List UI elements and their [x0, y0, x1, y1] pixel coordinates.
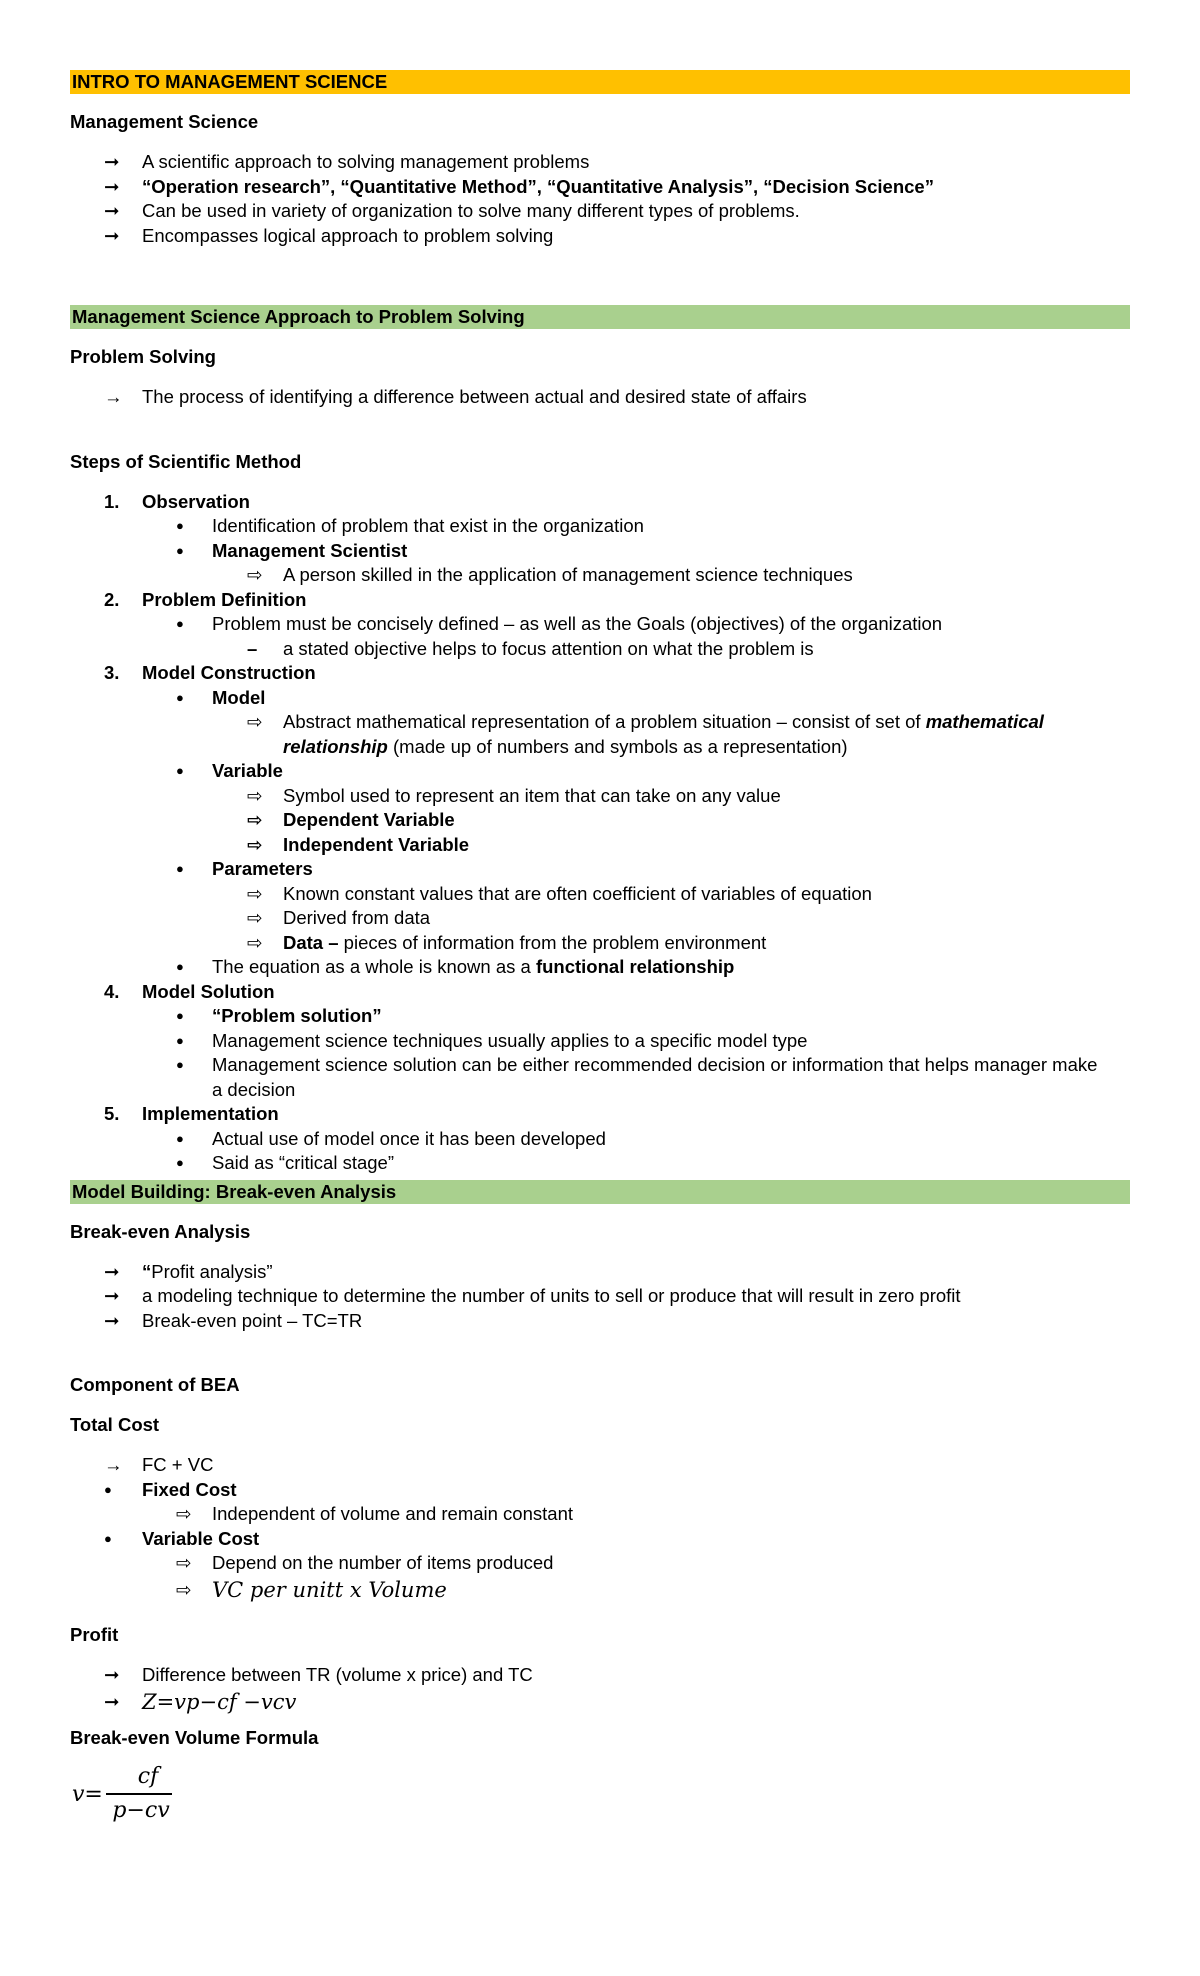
list-item: ⇨ Abstract mathematical representation of a problem situation – consist of set of mathematical relationship (made up of numbers and symbols as a representation)	[247, 711, 1044, 757]
bullet-icon: ●	[176, 689, 184, 705]
section-header-approach: Management Science Approach to Problem Solving	[70, 305, 1130, 329]
step-problem-definition: 2. Problem Definition	[104, 588, 307, 610]
hollow-arrow-icon: ⇨	[247, 907, 263, 928]
list-item: ● Management science solution can be either recommended decision or information that helps manager make a decision	[176, 1054, 1098, 1100]
list-item: ➞ Break-even point – TC=TR	[70, 1309, 1130, 1334]
list-item: ● Model	[70, 686, 1130, 711]
bullet-icon: ●	[176, 1057, 184, 1072]
list-item: ● Said as “critical stage”	[70, 1151, 1130, 1176]
break-even-volume-formula: v= cf p−cv	[70, 1764, 1130, 1828]
subheading-total-cost: Total Cost	[70, 1414, 160, 1435]
list-item: ● Management science techniques usually applies to a specific model type	[70, 1029, 1130, 1054]
subheading-break-even-analysis: Break-even Analysis	[70, 1220, 251, 1242]
arrow-thin-icon: →	[104, 386, 123, 407]
list-item: ● “Problem solution”	[70, 1004, 1130, 1029]
arrow-icon: ➞	[104, 1260, 120, 1282]
list-item: ⇨ Derived from data	[70, 906, 1130, 931]
list-break-even	[70, 1260, 1130, 1334]
bullet-icon: ●	[176, 959, 184, 974]
subheading-management-science: Management Science	[70, 111, 259, 132]
subheading-component-bea: Component of BEA	[70, 1374, 240, 1395]
list-item: – a stated objective helps to focus attention on what the problem is	[70, 637, 1130, 662]
list-item: ● The equation as a whole is known as a functional relationship	[70, 955, 1130, 980]
step-implementation: 5. Implementation	[104, 1103, 279, 1124]
subheading-problem-solving: Problem Solving	[70, 346, 216, 367]
hollow-arrow-icon: ⇨	[247, 931, 263, 953]
list-item: ➞ A scientific approach to solving management problems	[70, 150, 1130, 175]
bullet-icon: ●	[176, 518, 184, 533]
hollow-arrow-icon: ⇨	[247, 564, 263, 585]
list-item: ➞ “Profit analysis”	[70, 1260, 1130, 1285]
arrow-icon: ➞	[104, 1309, 120, 1331]
bullet-icon: ●	[176, 1008, 184, 1023]
list-item: ➞ Difference between TR (volume x price) and TC	[70, 1663, 1130, 1688]
subheading-steps: Steps of Scientific Method	[70, 450, 302, 472]
bullet-icon: ●	[176, 616, 184, 631]
bullet-icon: ●	[104, 1481, 112, 1497]
hollow-arrow-icon: ⇨	[176, 1552, 192, 1573]
list-total-cost	[70, 1453, 1130, 1605]
hollow-arrow-icon: ⇨	[247, 711, 263, 732]
hollow-arrow-icon: ⇨	[176, 1578, 192, 1600]
arrow-icon: ➞	[104, 1285, 120, 1306]
arrow-icon: ➞	[104, 224, 120, 246]
hollow-arrow-icon: ⇨	[247, 882, 263, 904]
bullet-icon: ●	[176, 1130, 184, 1146]
step-model-construction: 3. Model Construction	[104, 662, 316, 683]
list-item: ⇨ Independent of volume and remain constant	[70, 1502, 1130, 1527]
bullet-icon: ●	[176, 763, 184, 778]
list-item: ⇨ A person skilled in the application of management science techniques	[70, 563, 1130, 588]
list-item: ⇨ Depend on the number of items produced	[70, 1551, 1130, 1576]
arrow-thin-icon: →	[104, 1454, 123, 1475]
hollow-arrow-icon: ⇨	[247, 833, 263, 855]
list-item: ⇨ VC per unitt x Volume	[176, 1577, 447, 1602]
list-item: ⇨ Known constant values that are often coefficient of variables of equation	[70, 882, 1130, 907]
subheading-profit: Profit	[70, 1623, 119, 1645]
document-page	[70, 70, 1130, 1828]
arrow-icon: ➞	[104, 151, 120, 172]
list-item: ➞ a modeling technique to determine the number of units to sell or produce that will result in zero profit	[70, 1284, 1130, 1309]
step-model-solution: 4. Model Solution	[104, 980, 275, 1002]
bullet-icon: ●	[176, 1032, 184, 1048]
list-item: ● Variable	[70, 759, 1130, 784]
list-item: ⇨ Dependent Variable	[70, 808, 1130, 833]
section-header-break-even: Model Building: Break-even Analysis	[70, 1180, 1130, 1204]
list-management-science	[70, 150, 1130, 248]
subheading-break-even-volume: Break-even Volume Formula	[70, 1727, 319, 1748]
list-item: ⇨ Symbol used to represent an item that can take on any value	[70, 784, 1130, 809]
list-item: ● Management Scientist	[70, 539, 1130, 564]
section-header-intro: INTRO TO MANAGEMENT SCIENCE	[70, 70, 1130, 94]
list-item: ● Identification of problem that exist in the organization	[70, 514, 1130, 539]
bullet-icon: ●	[104, 1530, 112, 1546]
list-item: ● Problem must be concisely defined – as well as the Goals (objectives) of the organization	[70, 612, 1130, 637]
list-item: ➞ “Operation research”, “Quantitative Method”, “Quantitative Analysis”, “Decision Science”	[70, 175, 1130, 200]
list-item: ⇨ Data – pieces of information from the problem environment	[70, 931, 1130, 956]
list-item: ➞ Z=vp−cf −vcv	[70, 1687, 1130, 1718]
steps-list	[70, 490, 1130, 1176]
arrow-icon: ➞	[104, 175, 120, 197]
arrow-icon: ➞	[104, 1663, 120, 1685]
list-item: ➞ Can be used in variety of organization to solve many different types of problems.	[70, 199, 1130, 224]
fraction-bar	[106, 1793, 172, 1795]
list-item: ● Variable Cost	[70, 1527, 1130, 1552]
step-observation: 1. Observation	[104, 490, 250, 512]
hollow-arrow-icon: ⇨	[247, 784, 263, 806]
bullet-icon: ●	[176, 861, 184, 876]
hollow-arrow-icon: ⇨	[247, 809, 263, 830]
list-item: ● Fixed Cost	[70, 1478, 1130, 1503]
list-profit	[70, 1663, 1130, 1719]
arrow-icon: ➞	[104, 200, 120, 221]
arrow-icon: ➞	[104, 1691, 120, 1712]
list-item: ➞ Encompasses logical approach to problem solving	[70, 224, 1130, 249]
dash-marker: –	[247, 637, 258, 659]
list-item: ⇨ Independent Variable	[70, 833, 1130, 858]
hollow-arrow-icon: ⇨	[176, 1503, 192, 1524]
list-item: → The process of identifying a difference between actual and desired state of affairs	[70, 385, 1130, 410]
bullet-icon: ●	[176, 542, 184, 558]
list-item: ● Actual use of model once it has been developed	[70, 1127, 1130, 1152]
list-item: ● Parameters	[70, 857, 1130, 882]
bullet-icon: ●	[176, 1155, 184, 1170]
list-item: → FC + VC	[70, 1453, 1130, 1478]
